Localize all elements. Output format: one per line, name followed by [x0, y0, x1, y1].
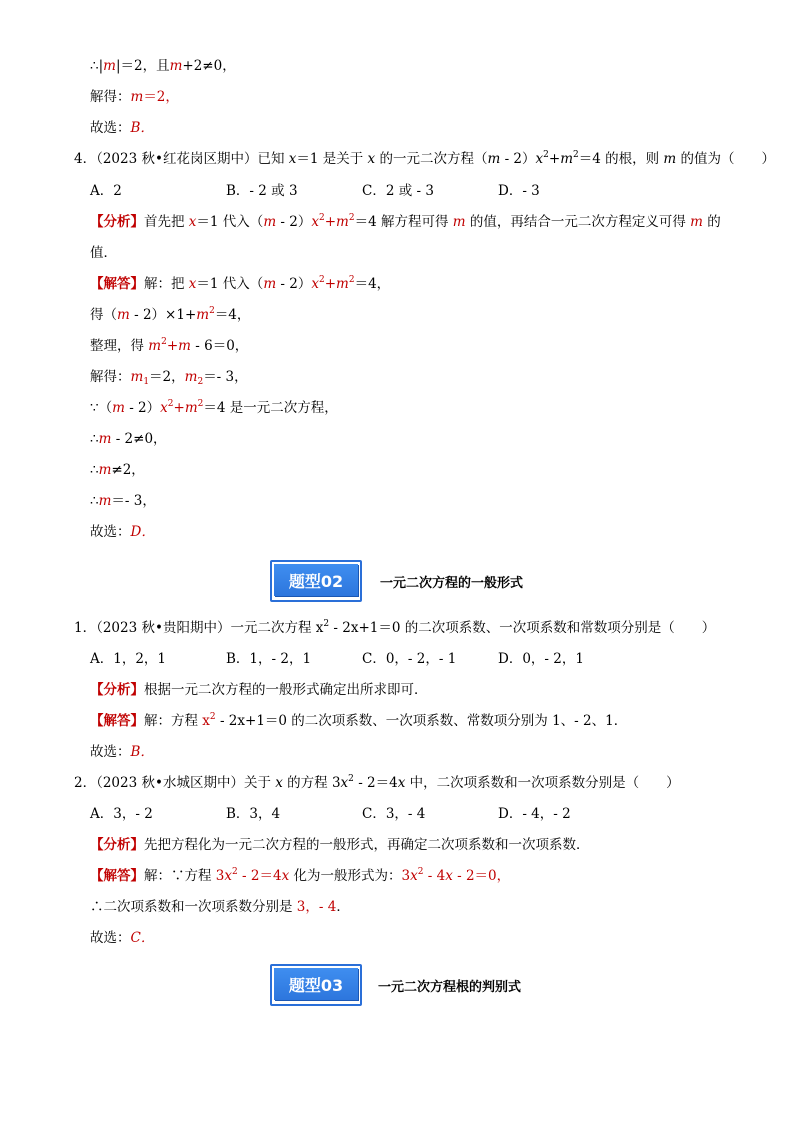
option-a: A．2: [90, 183, 122, 199]
solution-line: 解得：$m_1=2$，$m_2=-$ 3，: [90, 369, 248, 387]
option-b: B．1，- 2，1: [226, 651, 312, 667]
option-a: A．1，2，1: [90, 651, 167, 667]
option-d: D．- 4，- 2: [498, 806, 571, 822]
option-d: D．- 3: [498, 183, 540, 199]
analysis-line: 【分析】根据一元二次方程的一般形式确定出所求即可．: [90, 682, 428, 698]
solution-line: 故选：C．: [90, 930, 155, 946]
analysis-line: 【分析】首先把 x＝1 代入$(m - 2)x^2+m^2=4$ 解方程可得 m 的值，再结合一元二次方程定义可得 m 的: [90, 213, 721, 230]
analysis-line: 值．: [90, 245, 117, 261]
analysis-line: 【分析】先把方程化为一元二次方程的一般形式，再确定二次项系数和一次项系数．: [90, 837, 590, 853]
option-b: B．- 2 或 3: [226, 183, 298, 199]
option-c: C．2 或 - 3: [362, 183, 434, 199]
solution-line: 故选：B．: [90, 120, 154, 136]
answer-line: 【解答】解：把 x＝1 代入$(m - 2)x^2+m^2=4$，: [90, 275, 391, 292]
section-badge: [270, 560, 362, 600]
solution-line: 得$(m - 2)\times 1+m^2=4$，: [90, 306, 251, 323]
option-a: A．3，- 2: [90, 806, 153, 822]
solution-line: 故选：D．: [90, 524, 155, 540]
option-c: C．3，- 4: [362, 806, 426, 822]
section-title: 一元二次方程的一般形式: [380, 576, 524, 591]
question-2-stem: 2．（2023 秋•水城区期中）关于 x 的方程 $3x^2 - 2=4x$ 中，二次项系数和一次项系数分别是（ ）: [74, 774, 680, 791]
solution-line: 整理，得 $m^2+m - 6=0$，: [90, 337, 249, 354]
question-4-stem: 4．（2023 秋•红花岗区期中）已知 x＝1 是关于 x 的一元二次方程$(m - 2)x^2+m^2=4$ 的根，则 m 的值为（ ）: [74, 150, 776, 167]
answer-line: 【解答】解：∵方程 $3x^2 - 2=4x$ 化为一般形式为：$3x^2 - 4x - 2=0$，: [90, 867, 511, 884]
solution-line: ∴m＝- 3，: [90, 493, 156, 509]
answer-line: 【解答】解：方程 $x^2 - 2x+1=0$ 的二次项系数、一次项系数、常数项分别为 1、- 2、1．: [90, 712, 628, 729]
section-badge: [270, 964, 362, 1004]
option-d: D．0，- 2，1: [498, 651, 584, 667]
section-badge-label: 题型03: [274, 968, 358, 1000]
section-title: 一元二次方程根的判别式: [378, 980, 522, 995]
solution-line: ∴|m|＝2，且m+2≠0，: [90, 58, 236, 74]
solution-line: 解得：m＝2，: [90, 89, 179, 105]
solution-line: ∵（m - $2)x^2+m^2=4$ 是一元二次方程，: [90, 399, 338, 416]
option-b: B．3，4: [226, 806, 281, 822]
question-1-stem: 1．（2023 秋•贵阳期中）一元二次方程 $x^2 - 2x+1=0$ 的二次项系数、一次项系数和常数项分别是（ ）: [74, 619, 716, 636]
solution-line: 故选：B．: [90, 744, 154, 760]
solution-line: ∴二次项系数和一次项系数分别是 3，- 4．: [90, 899, 350, 915]
solution-line: ∴m - 2≠0，: [90, 431, 167, 447]
option-c: C．0，- 2，- 1: [362, 651, 457, 667]
solution-line: ∴m≠2，: [90, 462, 145, 478]
section-badge-label: 题型02: [274, 564, 358, 596]
